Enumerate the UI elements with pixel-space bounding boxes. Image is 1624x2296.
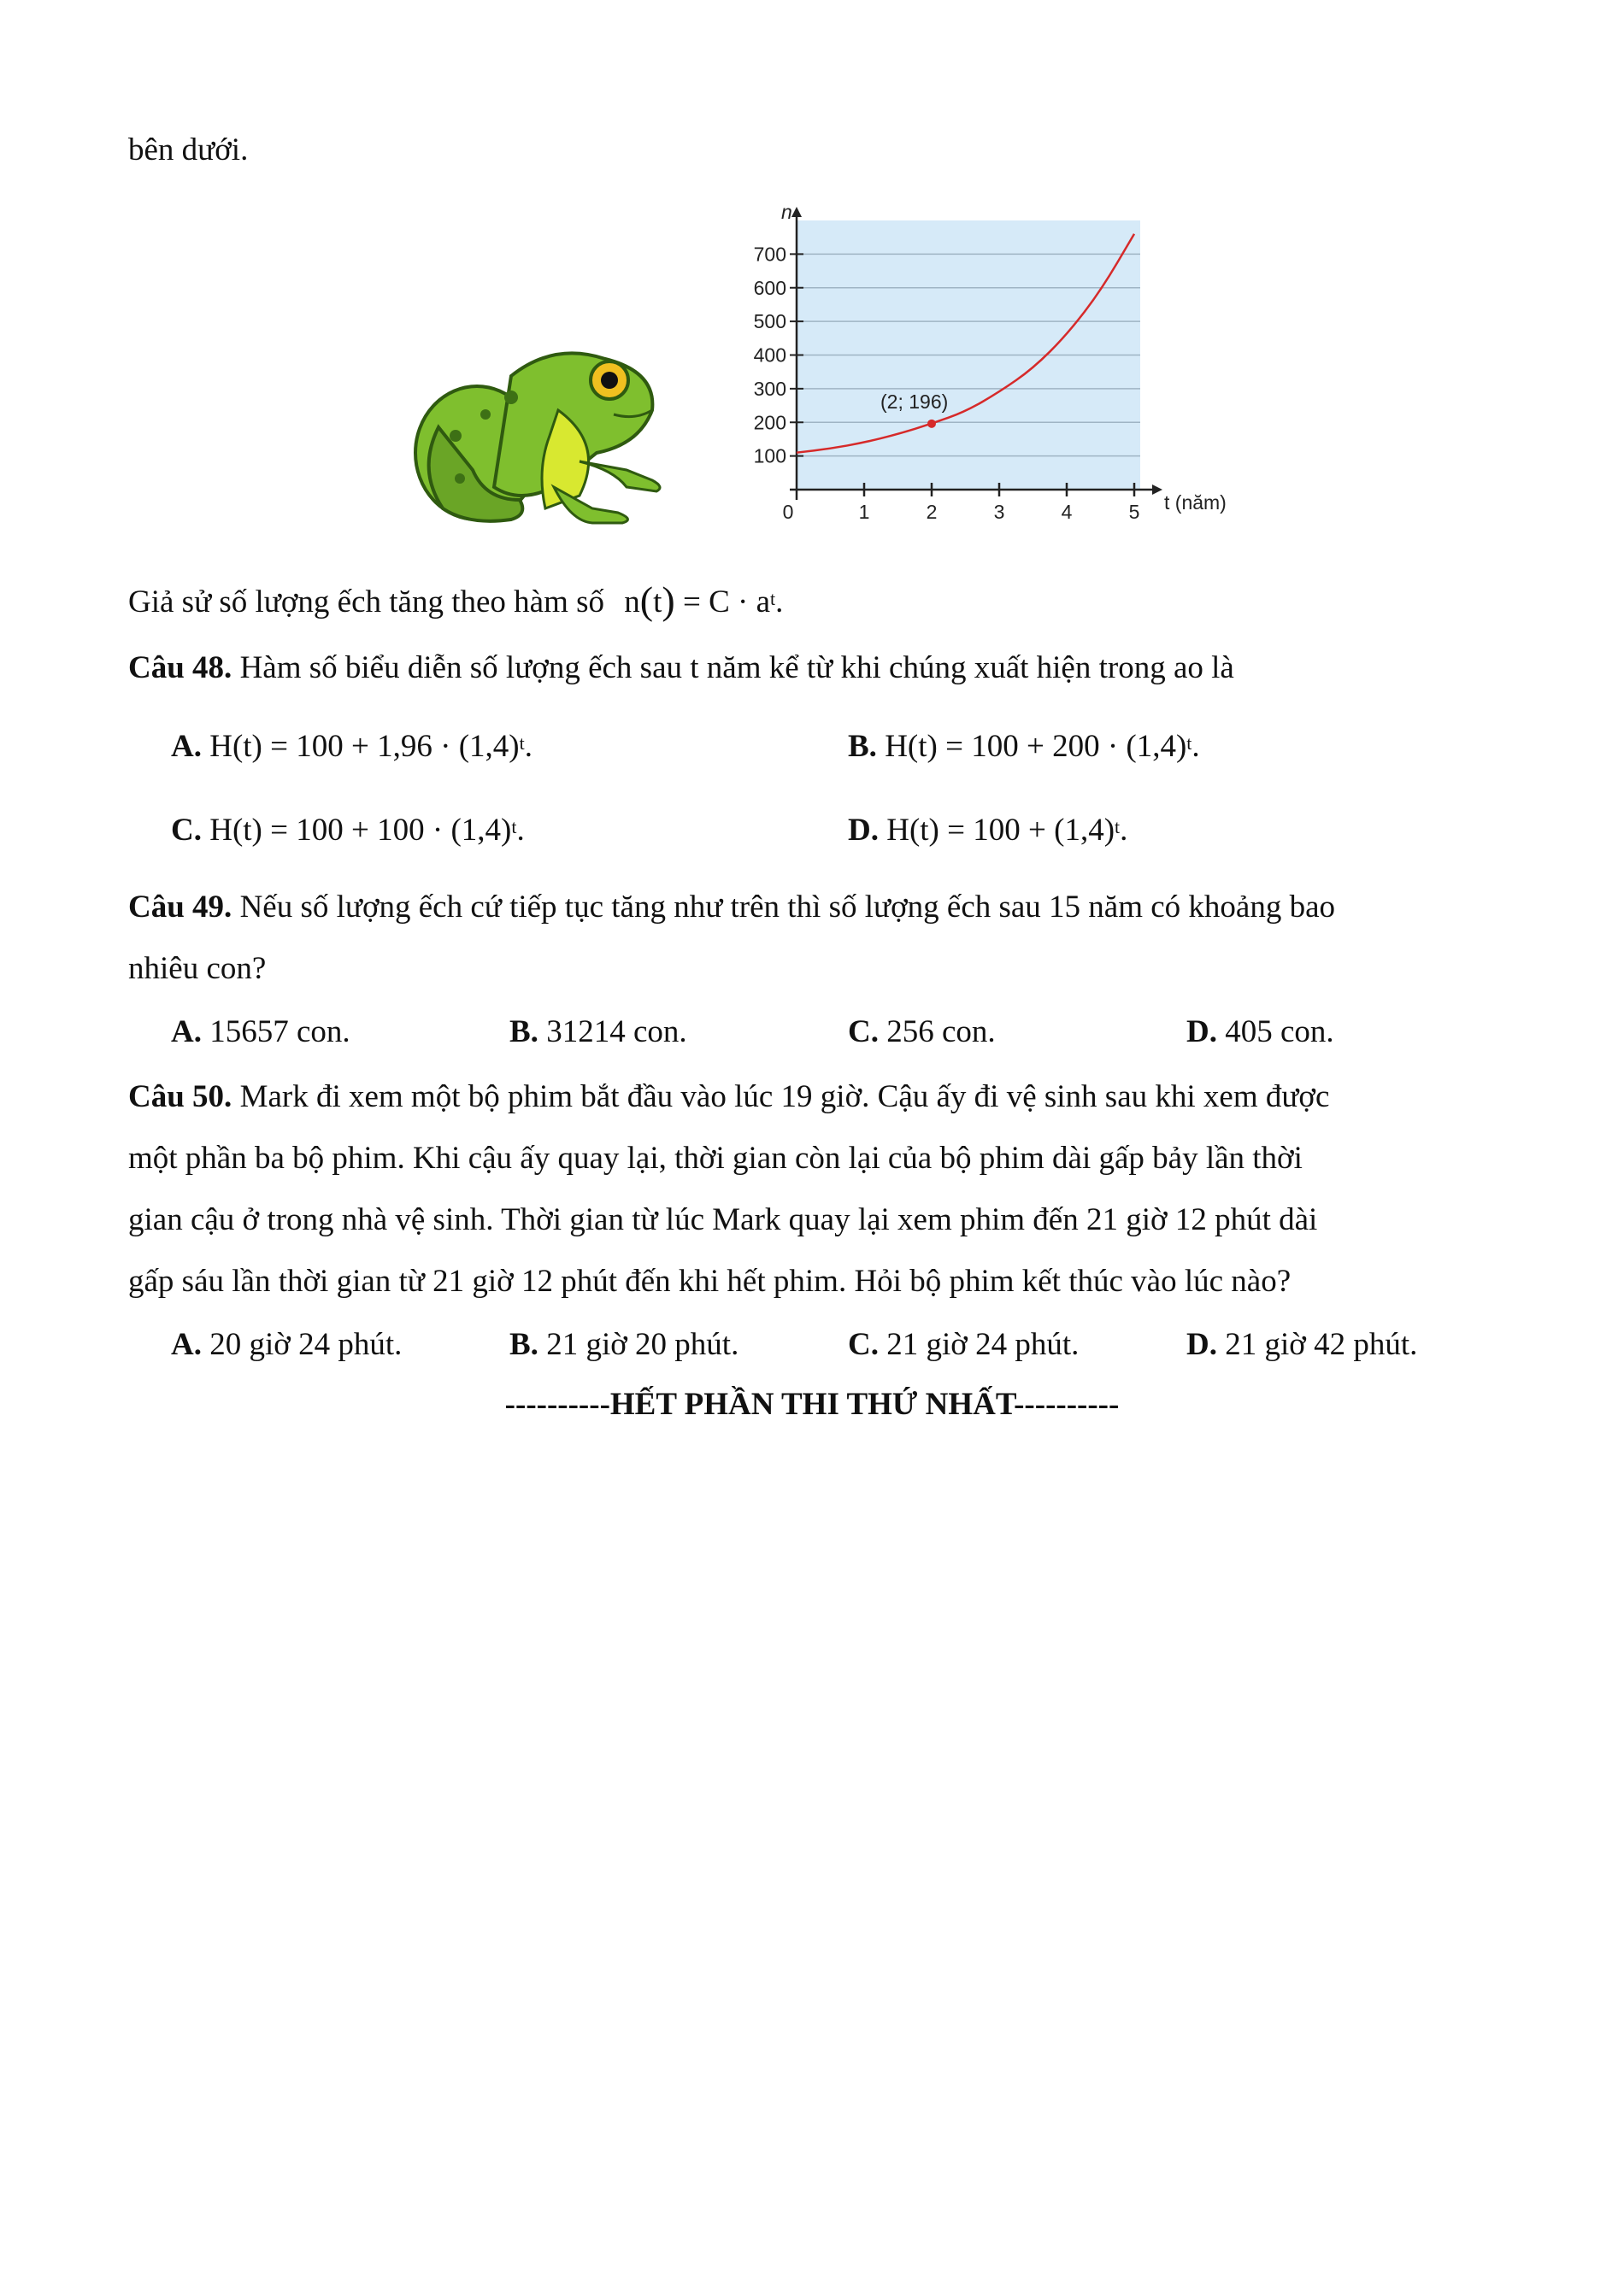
option-paren: (1,4) bbox=[1126, 729, 1187, 764]
question-48-label: Câu 48. bbox=[128, 650, 232, 685]
option-end: . bbox=[1120, 813, 1128, 848]
q50-option-c[interactable] bbox=[848, 1326, 1079, 1363]
x-tick-label: 0 bbox=[782, 501, 794, 523]
option-paren: (1,4) bbox=[458, 729, 520, 764]
question-50-label: Câu 50. bbox=[128, 1079, 232, 1114]
q48-option-a[interactable] bbox=[171, 728, 533, 765]
formula-end: . bbox=[775, 584, 784, 620]
option-letter: C. bbox=[171, 813, 202, 848]
option-text: 15657 con. bbox=[209, 1014, 350, 1049]
option-formula: H(t) = 100 + 100 · bbox=[209, 813, 451, 848]
option-exp: t bbox=[1115, 816, 1121, 837]
option-letter: B. bbox=[509, 1327, 538, 1362]
x-tick-label: 4 bbox=[1061, 501, 1073, 523]
option-formula: H(t) = 100 + 1,96 · bbox=[209, 729, 459, 764]
function-statement bbox=[128, 576, 783, 621]
question-50-line3: gian cậu ở trong nhà vệ sinh. Thời gian từ lúc Mark quay lại xem phim đến 21 giờ 12 phút dài bbox=[128, 1202, 1318, 1237]
option-letter: B. bbox=[848, 729, 877, 764]
question-49 bbox=[128, 889, 1335, 925]
option-paren: (1,4) bbox=[450, 813, 512, 848]
option-letter: C. bbox=[848, 1014, 879, 1049]
option-text: 21 giờ 42 phút. bbox=[1225, 1327, 1418, 1362]
x-tick-label: 1 bbox=[858, 501, 870, 523]
intro-text: bên dưới. bbox=[128, 132, 249, 167]
y-tick-label: 500 bbox=[753, 310, 786, 333]
question-50-line2: một phần ba bộ phim. Khi cậu ấy quay lại, thời gian còn lại của bộ phim dài gấp bảy lần thời bbox=[128, 1141, 1303, 1176]
option-formula: H(t) = 100 + 200 · bbox=[885, 729, 1127, 764]
option-letter: A. bbox=[171, 729, 202, 764]
question-48-text: Hàm số biểu diễn số lượng ếch sau t năm kể từ khi chúng xuất hiện trong ao là bbox=[239, 650, 1234, 685]
option-letter: B. bbox=[509, 1014, 538, 1049]
q49-option-a[interactable] bbox=[171, 1013, 350, 1050]
option-text: 21 giờ 20 phút. bbox=[546, 1327, 739, 1362]
function-formula: $n(t) = C \cdot a^t$. bbox=[624, 578, 784, 622]
point-annotation: (2; 196) bbox=[880, 390, 949, 413]
option-letter: D. bbox=[1186, 1327, 1217, 1362]
option-letter: A. bbox=[171, 1014, 202, 1049]
x-axis-arrow bbox=[1152, 484, 1162, 495]
option-formula: H(t) = 100 + bbox=[886, 813, 1055, 848]
x-tick-label: 3 bbox=[993, 501, 1005, 523]
q49-option-b[interactable] bbox=[509, 1013, 687, 1050]
option-exp: t bbox=[511, 816, 517, 837]
option-exp: t bbox=[519, 732, 525, 754]
question-50-line4: gấp sáu lần thời gian từ 21 giờ 12 phút đến khi hết phim. Hỏi bộ phim kết thúc vào lúc nào? bbox=[128, 1264, 1292, 1299]
question-49-line2: nhiêu con? bbox=[128, 951, 267, 986]
formula-exp: t bbox=[770, 588, 776, 609]
x-tick-label: 5 bbox=[1128, 501, 1140, 523]
question-49-label: Câu 49. bbox=[128, 890, 232, 925]
option-exp: t bbox=[1186, 732, 1192, 754]
option-text: 405 con. bbox=[1225, 1014, 1334, 1049]
option-end: . bbox=[516, 813, 525, 848]
y-axis-label: n bbox=[781, 203, 792, 223]
y-axis-arrow bbox=[791, 207, 802, 217]
question-50-line1: Mark đi xem một bộ phim bắt đầu vào lúc 19 giờ. Cậu ấy đi vệ sinh sau khi xem được bbox=[239, 1079, 1330, 1114]
option-paren: (1,4) bbox=[1054, 813, 1115, 848]
option-end: . bbox=[1192, 729, 1200, 764]
question-48 bbox=[128, 649, 1234, 686]
option-letter: C. bbox=[848, 1327, 879, 1362]
q48-option-b[interactable] bbox=[848, 728, 1200, 765]
q49-option-d[interactable] bbox=[1186, 1013, 1334, 1050]
y-tick-label: 600 bbox=[753, 276, 786, 299]
option-text: 256 con. bbox=[886, 1014, 996, 1049]
option-text: 21 giờ 24 phút. bbox=[886, 1327, 1080, 1362]
function-text: Giả sử số lượng ếch tăng theo hàm số bbox=[128, 584, 605, 620]
q50-option-a[interactable] bbox=[171, 1326, 402, 1363]
y-tick-label: 700 bbox=[753, 243, 786, 266]
question-50 bbox=[128, 1078, 1329, 1115]
y-tick-label: 400 bbox=[753, 344, 786, 367]
question-49-line1: Nếu số lượng ếch cứ tiếp tục tăng như trên thì số lượng ếch sau 15 năm có khoảng bao bbox=[239, 890, 1336, 925]
option-text: 31214 con. bbox=[546, 1014, 687, 1049]
q50-option-b[interactable] bbox=[509, 1326, 738, 1363]
q48-option-c[interactable] bbox=[171, 812, 525, 849]
data-point-marker bbox=[927, 420, 936, 428]
option-letter: A. bbox=[171, 1327, 202, 1362]
section-end-footer: ----------HẾT PHẦN THI THỨ NHẤT---------- bbox=[504, 1387, 1120, 1422]
option-letter: D. bbox=[1186, 1014, 1217, 1049]
y-tick-label: 300 bbox=[753, 377, 786, 400]
frog-illustration bbox=[409, 325, 674, 530]
option-text: 20 giờ 24 phút. bbox=[209, 1327, 403, 1362]
option-letter: D. bbox=[848, 813, 879, 848]
option-end: . bbox=[524, 729, 533, 764]
y-tick-label: 200 bbox=[753, 411, 786, 434]
formula-lhs: n bbox=[624, 584, 640, 620]
frog-population-chart bbox=[735, 203, 1248, 528]
x-axis-label: t (năm) bbox=[1164, 491, 1227, 514]
formula-var: t bbox=[653, 584, 662, 620]
q50-option-d[interactable] bbox=[1186, 1326, 1417, 1363]
y-tick-label: 100 bbox=[753, 444, 786, 467]
x-tick-label: 2 bbox=[926, 501, 938, 523]
formula-rhs: = C · a bbox=[682, 584, 771, 620]
q49-option-c[interactable] bbox=[848, 1013, 996, 1050]
q48-option-d[interactable] bbox=[848, 812, 1127, 849]
